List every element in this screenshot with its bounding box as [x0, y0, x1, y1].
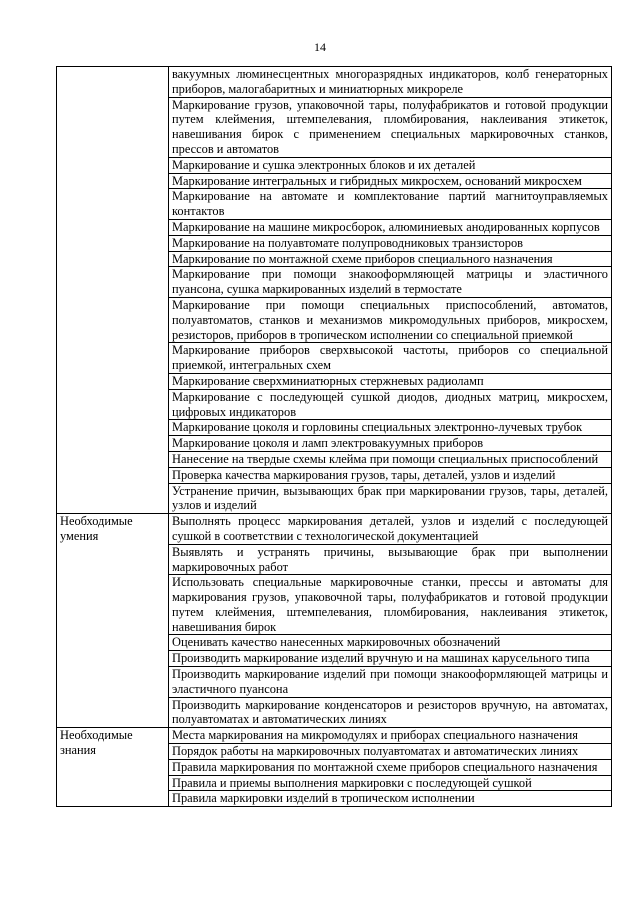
requirement-item: Маркирование по монтажной схеме приборов специального назначения	[169, 251, 612, 267]
page-number: 14	[314, 40, 326, 54]
requirement-item: Маркирование сверхминиатюрных стержневых радиоламп	[169, 373, 612, 389]
section-label: Необходимые знания	[57, 728, 169, 807]
requirement-item: Маркирование на полуавтомате полупроводниковых транзисторов	[169, 235, 612, 251]
requirement-item: Правила маркирования по монтажной схеме приборов специального назначения	[169, 759, 612, 775]
requirement-item: Правила и приемы выполнения маркировки с последующей сушкой	[169, 775, 612, 791]
requirement-item: Маркирование на автомате и комплектование партий магнитоуправляемых контактов	[169, 189, 612, 220]
requirement-item: Производить маркирование изделий вручную и на машинах карусельного типа	[169, 651, 612, 667]
requirement-item: Маркирование при помощи специальных приспособлений, автоматов, полуавтоматов, станков и механизмов микромодульных приборов, микросхем, резисторов, приборов в тропическом исполнении со специальной приемкой	[169, 297, 612, 342]
requirement-item: Правила маркировки изделий в тропическом исполнении	[169, 791, 612, 807]
requirement-item: Устранение причин, вызывающих брак при маркировании грузов, тары, деталей, узлов и изделий	[169, 483, 612, 514]
section-label	[57, 67, 169, 514]
requirement-item: Проверка качества маркирования грузов, тары, деталей, узлов и изделий	[169, 467, 612, 483]
requirement-item: Оценивать качество нанесенных маркировочных обозначений	[169, 635, 612, 651]
requirement-item: Маркирование интегральных и гибридных микросхем, оснований микросхем	[169, 173, 612, 189]
table-row	[57, 514, 612, 545]
requirement-item: Производить маркирование изделий при помощи знакооформляющей матрицы и эластичного пуансона	[169, 667, 612, 698]
section-label: Необходимые умения	[57, 514, 169, 728]
requirements-table	[56, 66, 612, 807]
requirement-item: Выполнять процесс маркирования деталей, узлов и изделий с последующей сушкой в соответствии с технологической документацией	[169, 514, 612, 545]
table-row	[57, 67, 612, 98]
requirement-item: Использовать специальные маркировочные станки, прессы и автоматы для маркирования грузов, упаковочной тары, полуфабрикатов и готовой продукции путем клеймения, штемпелевания, пломбирования, наклеивания этикеток, навешивания бирок	[169, 575, 612, 635]
requirement-item: Маркирование с последующей сушкой диодов, диодных матриц, микросхем, цифровых индикаторов	[169, 389, 612, 420]
requirement-item: Места маркирования на микромодулях и приборах специального назначения	[169, 728, 612, 744]
requirement-item: Выявлять и устранять причины, вызывающие брак при выполнении маркировочных работ	[169, 544, 612, 575]
requirement-item: Производить маркирование конденсаторов и резисторов вручную, на автоматах, полуавтоматах и автоматических линиях	[169, 697, 612, 728]
table-row	[57, 728, 612, 744]
requirement-item: Маркирование цоколя и горловины специальных электронно-лучевых трубок	[169, 420, 612, 436]
requirement-item: Маркирование на машине микросборок, алюминиевых анодированных корпусов	[169, 219, 612, 235]
requirement-item: Маркирование цоколя и ламп электровакуумных приборов	[169, 436, 612, 452]
requirement-item: Маркирование и сушка электронных блоков и их деталей	[169, 157, 612, 173]
requirement-item: Маркирование грузов, упаковочной тары, полуфабрикатов и готовой продукции путем клеймения, штемпелевания, пломбирования, наклеивания этикеток, навешивания бирок с применением специальных маркировочных станков, прессов и автоматов	[169, 97, 612, 157]
requirement-item: Нанесение на твердые схемы клейма при помощи специальных приспособлений	[169, 451, 612, 467]
requirement-item: Маркирование при помощи знакооформляющей матрицы и эластичного пуансона, сушка маркированных изделий в термостате	[169, 267, 612, 298]
requirement-item: Маркирование приборов сверхвысокой частоты, приборов со специальной приемкой, интегральных схем	[169, 343, 612, 374]
requirement-item: вакуумных люминесцентных многоразрядных индикаторов, колб генераторных приборов, малогабаритных и миниатюрных микрореле	[169, 67, 612, 98]
requirement-item: Порядок работы на маркировочных полуавтоматах и автоматических линиях	[169, 744, 612, 760]
